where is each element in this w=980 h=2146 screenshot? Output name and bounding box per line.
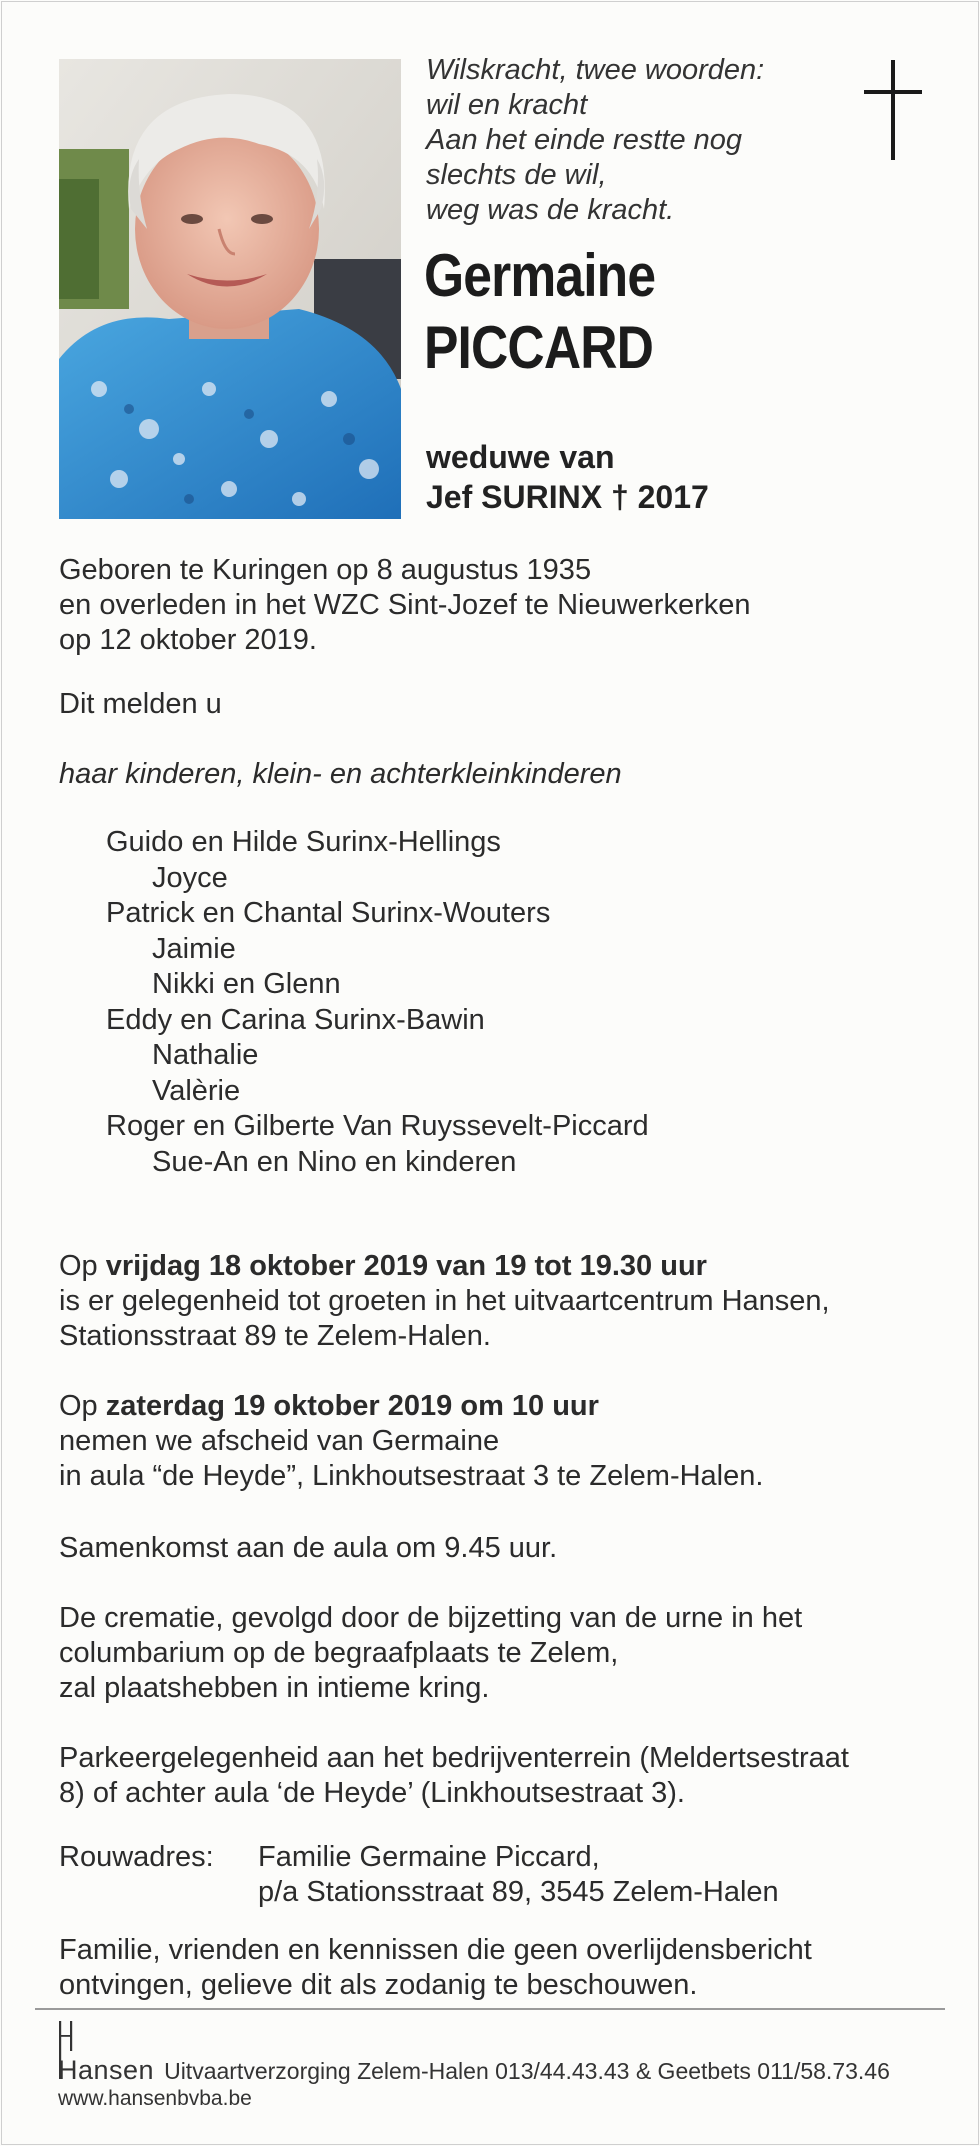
last-name: PICCARD	[424, 314, 654, 381]
farewell-when-line	[59, 1389, 939, 1424]
verse-line: Aan het einde restte nog	[426, 124, 743, 156]
widow-of	[426, 437, 709, 517]
death-date-line: op 12 oktober 2019.	[59, 624, 317, 656]
first-name: Germaine	[424, 242, 656, 309]
funeral-home-details: Uitvaartverzorging Zelem-Halen 013/44.43.43 & Geetbets 011/58.73.46	[164, 2058, 890, 2084]
family-child: Sue-An en Nino en kinderen	[152, 1145, 517, 1178]
visitation-info	[59, 1249, 939, 1354]
family-parent: Guido en Hilde Surinx-Hellings	[106, 826, 501, 858]
family-child: Nathalie	[152, 1039, 259, 1071]
family-parent: Patrick en Chantal Surinx-Wouters	[106, 897, 551, 929]
family-parent: Roger en Gilberte Van Ruyssevelt-Piccard	[106, 1110, 649, 1142]
announce-line: Dit melden u	[59, 688, 222, 720]
cremation-line: zal plaatshebben in intieme kring.	[59, 1672, 490, 1704]
family-list	[106, 825, 649, 1180]
farewell-line: nemen we afscheid van Germaine	[59, 1425, 500, 1457]
address-line: p/a Stationsstraat 89, 3545 Zelem-Halen	[258, 1876, 779, 1908]
closing-note	[59, 1933, 939, 2003]
cremation-info	[59, 1601, 939, 1706]
birth-death-info	[59, 553, 939, 658]
cremation-line: columbarium op de begraafplaats te Zelem,	[59, 1637, 619, 1669]
verse-line: weg was de kracht.	[426, 194, 675, 226]
funeral-home-url[interactable]: www.hansenbvba.be	[58, 2087, 252, 2110]
farewell-prefix: Op	[59, 1390, 106, 1422]
family-intro	[59, 757, 939, 792]
family-parent: Eddy en Carina Surinx-Bawin	[106, 1003, 485, 1036]
visitation-line: is er gelegenheid tot groeten in het uitvaartcentrum Hansen,	[59, 1285, 830, 1317]
farewell-when: zaterdag 19 oktober 2019 om 10 uur	[105, 1390, 599, 1422]
deceased-name	[424, 240, 655, 384]
funeral-home-brand: Hansen	[58, 2055, 155, 2085]
death-line: en overleden in het WZC Sint-Jozef te Nieuwerkerken	[59, 589, 751, 621]
address-label: Rouwadres:	[59, 1841, 214, 1873]
memorial-verse	[426, 53, 846, 228]
verse-line: slechts de wil,	[426, 159, 607, 191]
family-child: Nikki en Glenn	[152, 968, 341, 1000]
cremation-line: De crematie, gevolgd door de bijzetting van de urne in het	[59, 1602, 803, 1634]
visitation-when-line	[59, 1249, 939, 1284]
verse-line: wil en kracht	[426, 89, 588, 121]
latin-cross-icon	[864, 60, 922, 160]
family-child: Joyce	[152, 861, 228, 894]
visitation-address: Stationsstraat 89 te Zelem-Halen.	[59, 1320, 491, 1352]
portrait-photo	[59, 59, 401, 519]
gathering-info	[59, 1531, 939, 1566]
family-child: Jaimie	[152, 932, 236, 965]
closing-line: Familie, vrienden en kennissen die geen overlijdensbericht	[59, 1934, 812, 1966]
footer-divider	[35, 2008, 945, 2010]
funeral-home-info	[58, 2056, 890, 2085]
widow-line: weduwe van	[426, 439, 615, 475]
mourning-address	[59, 1840, 939, 1910]
spouse-line: Jef SURINX † 2017	[426, 479, 709, 515]
farewell-info	[59, 1389, 939, 1494]
gathering-line: Samenkomst aan de aula om 9.45 uur.	[59, 1532, 558, 1564]
farewell-address: in aula “de Heyde”, Linkhoutsestraat 3 te Zelem-Halen.	[59, 1460, 764, 1492]
closing-line: ontvingen, gelieve dit als zodanig te beschouwen.	[59, 1969, 698, 2001]
visitation-prefix: Op	[59, 1250, 106, 1282]
family-child: Valèrie	[152, 1074, 241, 1107]
birth-line: Geboren te Kuringen op 8 augustus 1935	[59, 554, 592, 586]
address-line: Familie Germaine Piccard,	[258, 1841, 600, 1873]
parking-info	[59, 1741, 939, 1811]
family-intro-line: haar kinderen, klein- en achterkleinkinderen	[59, 758, 622, 790]
announce-text	[59, 687, 939, 722]
verse-line: Wilskracht, twee woorden:	[426, 54, 765, 86]
parking-line: 8) of achter aula ‘de Heyde’ (Linkhoutsestraat 3).	[59, 1777, 685, 1809]
parking-line: Parkeergelegenheid aan het bedrijventerrein (Meldertsestraat	[59, 1742, 849, 1774]
visitation-when: vrijdag 18 oktober 2019 van 19 tot 19.30 uur	[105, 1250, 707, 1282]
